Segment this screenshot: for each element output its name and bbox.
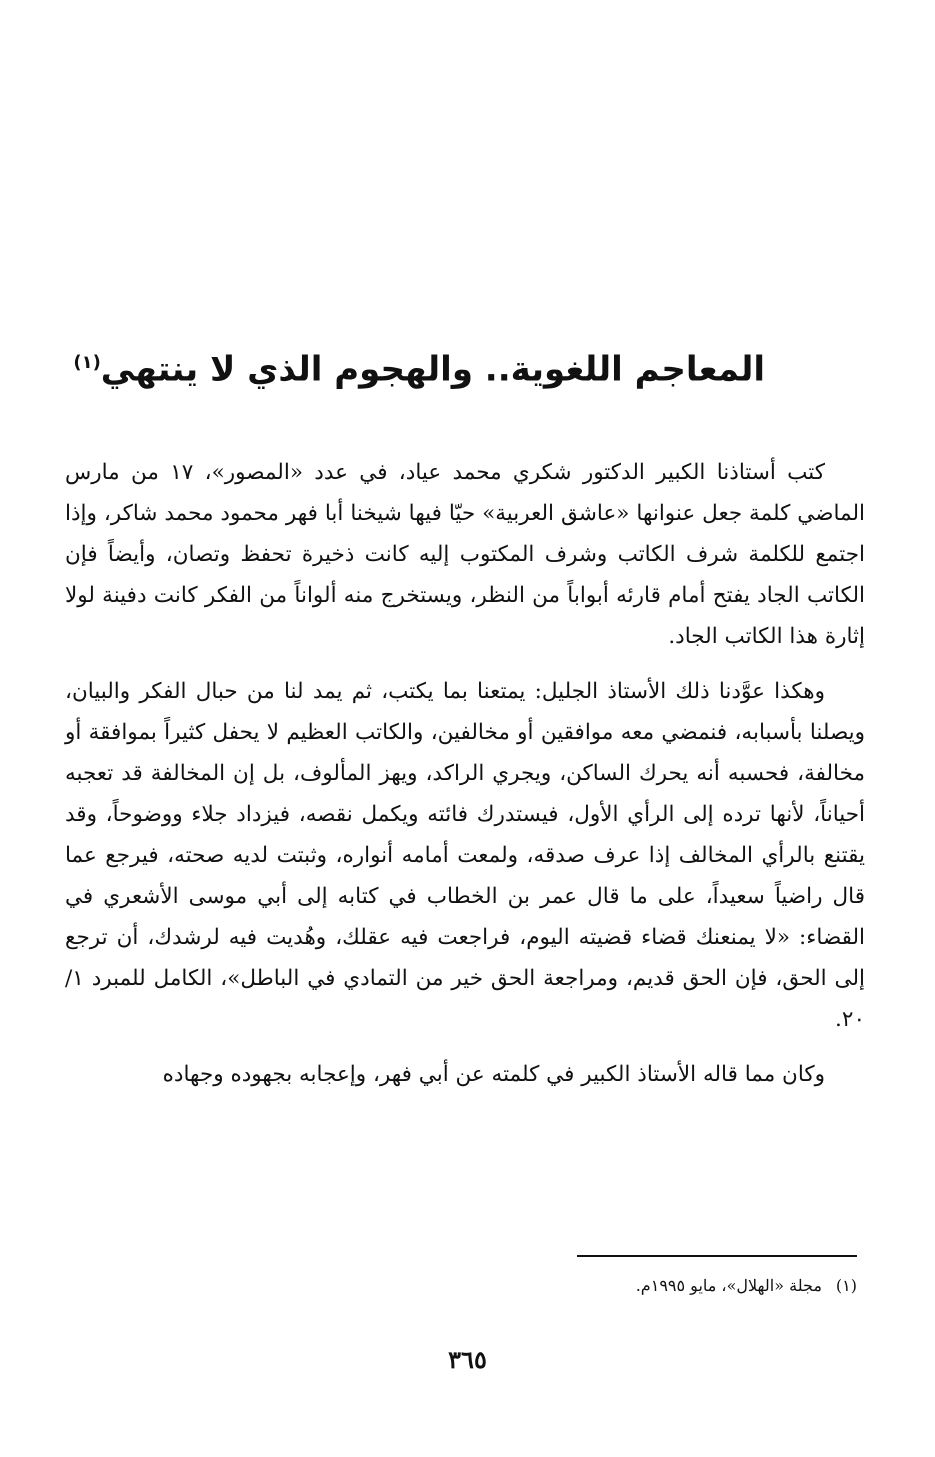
paragraph-2: وهكذا عوَّدنا ذلك الأستاذ الجليل: يمتعنا بما يكتب، ثم يمد لنا من حبال الفكر والبيان، ويصلنا بأسبابه، فنمضي معه موافقين أو مخالفين، والكاتب العظيم لا يحفل كثيراً بموافقة أو مخالفة، فحسبه أنه يحرك الساكن، ويجري الراكد، ويهز المألوف، بل إن المخالفة قد تعجبه أحياناً، لأنها ترده إلى الرأي الأول، فيستدرك فائته ويكمل نقصه، فيزداد جلاء ووضوحاً، وقد يقتنع بالرأي المخالف إذا عرف صدقه، ولمعت أمامه أنواره، وثبتت لديه صحته، فيرجع عما قال راضياً سعيداً، على ما قال عمر بن الخطاب في كتابه إلى أبي موسى الأشعري في القضاء: «لا يمنعنك قضاء قضيته اليوم، فراجعت فيه عقلك، وهُديت فيه لرشدك، أن ترجع إلى الحق، فإن الحق قديم، ومراجعة الحق خير من التمادي في الباطل»، الكامل للمبرد ١/ ٢٠.	[65, 679, 865, 1032]
title-footnote-reference: (١)	[73, 351, 101, 373]
page-number: ٣٦٥	[448, 1345, 487, 1374]
footnote-number: (١)	[835, 1276, 857, 1295]
chapter-title	[73, 333, 765, 399]
chapter-title-text: المعاجم اللغوية.. والهجوم الذي لا ينتهي	[100, 349, 765, 390]
paragraph-1: كتب أستاذنا الكبير الدكتور شكري محمد عياد، في عدد «المصور»، ١٧ من مارس الماضي كلمة جعل عنوانها «عاشق العربية» حيّا فيها شيخنا أبا فهر محمود محمد شاكر، وإذا اجتمع للكلمة شرف الكاتب وشرف المكتوب إليه كانت ذخيرة تحفظ وتصان، وأيضاً فإن الكاتب الجاد يفتح أمام قارئه أبواباً من النظر، ويستخرج منه ألواناً من الفكر كانت دفينة لولا إثارة هذا الكاتب الجاد.	[65, 460, 865, 649]
footnote-divider	[577, 1255, 857, 1257]
body-text	[65, 452, 865, 1109]
paragraph-3: وكان مما قاله الأستاذ الكبير في كلمته عن أبي فهر، وإعجابه بجهوده وجهاده	[162, 1062, 825, 1087]
footnote	[300, 1271, 857, 1301]
footnote-text: مجلة «الهلال»، مايو ١٩٩٥م.	[635, 1276, 822, 1295]
